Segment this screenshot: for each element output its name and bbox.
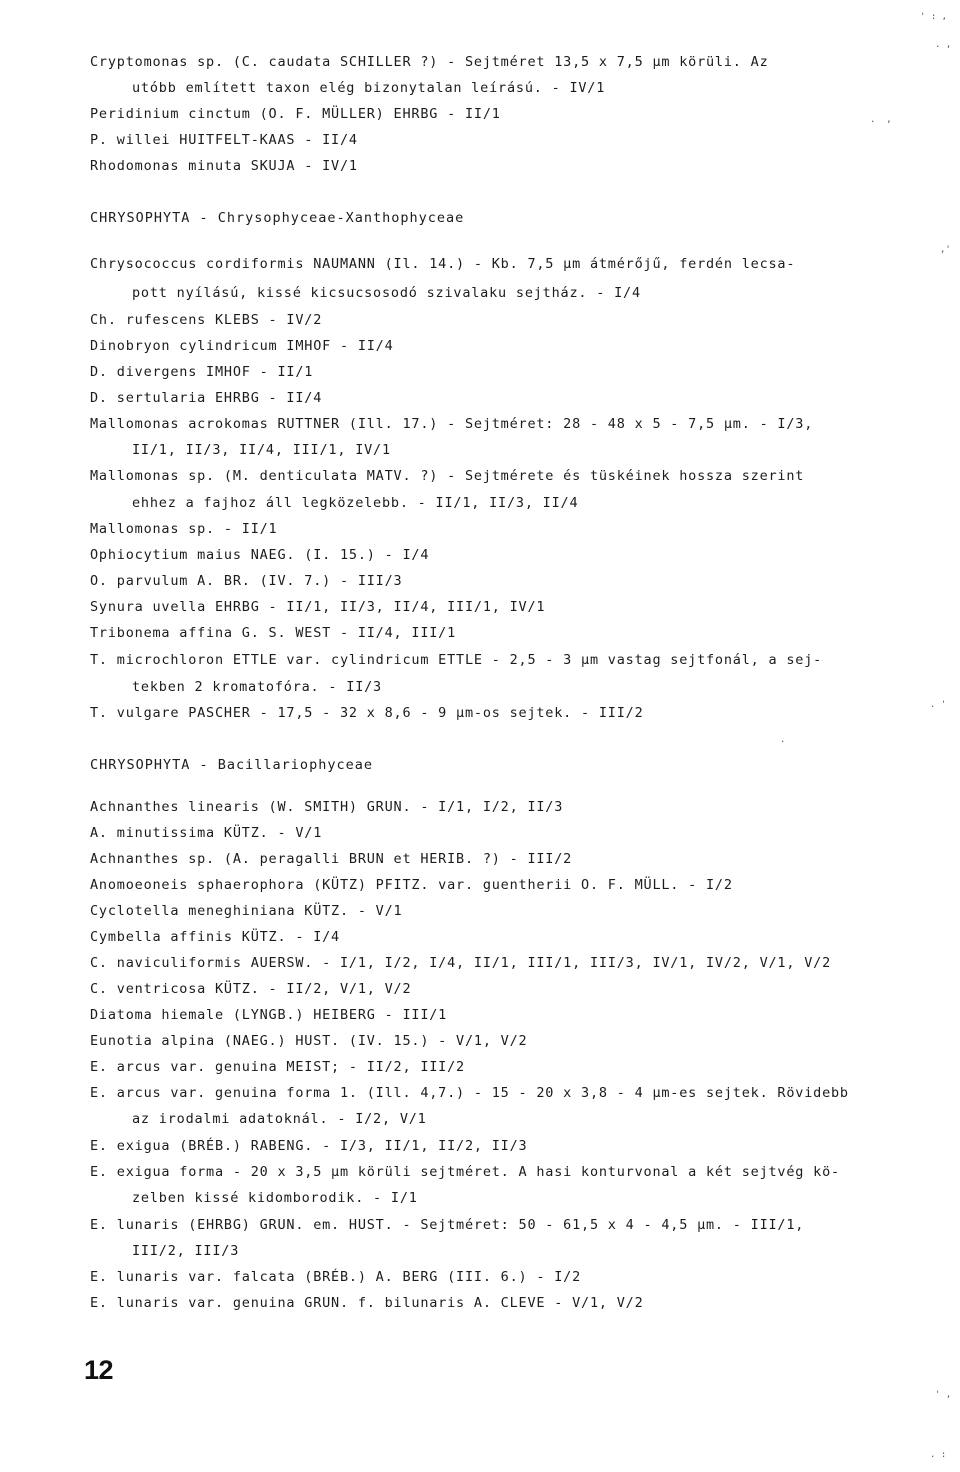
scan-noise: . : xyxy=(930,1450,947,1460)
text-line: E. lunaris (EHRBG) GRUN. em. HUST. - Sejtméret: 50 - 61,5 x 4 - 4,5 µm. - III/1, xyxy=(90,1217,805,1233)
text-line: C. ventricosa KÜTZ. - II/2, V/1, V/2 xyxy=(90,981,412,997)
text-line: E. lunaris var. genuina GRUN. f. bilunaris A. CLEVE - V/1, V/2 xyxy=(90,1295,644,1311)
scan-noise: . xyxy=(780,735,786,745)
text-line: tekben 2 kromatofóra. - II/3 xyxy=(132,679,382,695)
text-line: Mallomonas sp. (M. denticulata MATV. ?) - Sejtmérete és tüskéinek hossza szerint xyxy=(90,468,805,484)
text-line: utóbb említett taxon elég bizonytalan leírású. - IV/1 xyxy=(132,80,606,96)
text-line: Achnanthes sp. (A. peragalli BRUN et HERIB. ?) - III/2 xyxy=(90,851,573,867)
text-line: T. vulgare PASCHER - 17,5 - 32 x 8,6 - 9 µm-os sejtek. - III/2 xyxy=(90,705,644,721)
text-line: Tribonema affina G. S. WEST - II/4, III/1 xyxy=(90,625,457,641)
section-heading: CHRYSOPHYTA - Chrysophyceae-Xanthophyceae xyxy=(90,210,465,226)
text-line: Achnanthes linearis (W. SMITH) GRUN. - I/1, I/2, II/3 xyxy=(90,799,564,815)
text-line: D. divergens IMHOF - II/1 xyxy=(90,364,314,380)
text-line: E. exigua forma - 20 x 3,5 µm körüli sejtméret. A hasi konturvonal a két sejtvég kö- xyxy=(90,1164,840,1180)
scan-noise: ' : , xyxy=(920,12,948,22)
text-line: Diatoma hiemale (LYNGB.) HEIBERG - III/1 xyxy=(90,1007,448,1023)
text-line: D. sertularia EHRBG - II/4 xyxy=(90,390,323,406)
text-line: zelben kissé kidomborodik. - I/1 xyxy=(132,1190,418,1206)
text-line: Anomoeoneis sphaerophora (KÜTZ) PFITZ. var. guentherii O. F. MÜLL. - I/2 xyxy=(90,877,733,893)
text-line: A. minutissima KÜTZ. - V/1 xyxy=(90,825,323,841)
text-line: Mallomonas sp. - II/1 xyxy=(90,521,278,537)
text-line: C. naviculiformis AUERSW. - I/1, I/2, I/4, II/1, III/1, III/3, IV/1, IV/2, V/1, V/2 xyxy=(90,955,831,971)
text-line: E. lunaris var. falcata (BRÉB.) A. BERG (III. 6.) - I/2 xyxy=(90,1269,582,1285)
text-line: Rhodomonas minuta SKUJA - IV/1 xyxy=(90,158,358,174)
scan-noise: . , xyxy=(870,115,892,125)
section-heading: CHRYSOPHYTA - Bacillariophyceae xyxy=(90,757,373,773)
text-line: Dinobryon cylindricum IMHOF - II/4 xyxy=(90,338,394,354)
text-line: Cryptomonas sp. (C. caudata SCHILLER ?) - Sejtméret 13,5 x 7,5 µm körüli. Az xyxy=(90,54,769,70)
scan-noise: ' , xyxy=(935,1390,952,1400)
text-line: Eunotia alpina (NAEG.) HUST. (IV. 15.) - V/1, V/2 xyxy=(90,1033,528,1049)
text-line: Mallomonas acrokomas RUTTNER (Ill. 17.) - Sejtméret: 28 - 48 x 5 - 7,5 µm. - I/3, xyxy=(90,416,814,432)
text-line: E. exigua (BRÉB.) RABENG. - I/3, II/1, II/2, II/3 xyxy=(90,1138,528,1154)
text-line: Chrysococcus cordiformis NAUMANN (Il. 14.) - Kb. 7,5 µm átmérőjű, ferdén lecsa- xyxy=(90,256,796,272)
text-line: P. willei HUITFELT-KAAS - II/4 xyxy=(90,132,358,148)
scan-noise: . ' xyxy=(930,700,947,710)
text-line: E. arcus var. genuina forma 1. (Ill. 4,7.) - 15 - 20 x 3,8 - 4 µm-es sejtek. Rövidebb xyxy=(90,1085,849,1101)
page-number: 12 xyxy=(84,1355,114,1385)
text-line: az irodalmi adatoknál. - I/2, V/1 xyxy=(132,1111,427,1127)
scan-noise: ,' xyxy=(940,245,951,255)
scan-noise: . , xyxy=(935,40,952,50)
text-line: Cyclotella meneghiniana KÜTZ. - V/1 xyxy=(90,903,403,919)
text-line: III/2, III/3 xyxy=(132,1243,240,1259)
text-line: E. arcus var. genuina MEIST; - II/2, III/2 xyxy=(90,1059,465,1075)
text-line: Ch. rufescens KLEBS - IV/2 xyxy=(90,312,323,328)
text-line: Synura uvella EHRBG - II/1, II/3, II/4, III/1, IV/1 xyxy=(90,599,546,615)
text-line: ehhez a fajhoz áll legközelebb. - II/1, II/3, II/4 xyxy=(132,495,579,511)
text-line: T. microchloron ETTLE var. cylindricum ETTLE - 2,5 - 3 µm vastag sejtfonál, a sej- xyxy=(90,652,823,668)
text-line: Cymbella affinis KÜTZ. - I/4 xyxy=(90,929,340,945)
text-line: pott nyílású, kissé kicsucsosodó szivalaku sejtház. - I/4 xyxy=(132,285,641,301)
text-line: O. parvulum A. BR. (IV. 7.) - III/3 xyxy=(90,573,403,589)
text-line: Peridinium cinctum (O. F. MÜLLER) EHRBG - II/1 xyxy=(90,106,501,122)
text-line: Ophiocytium maius NAEG. (I. 15.) - I/4 xyxy=(90,547,430,563)
text-line: II/1, II/3, II/4, III/1, IV/1 xyxy=(132,442,391,458)
